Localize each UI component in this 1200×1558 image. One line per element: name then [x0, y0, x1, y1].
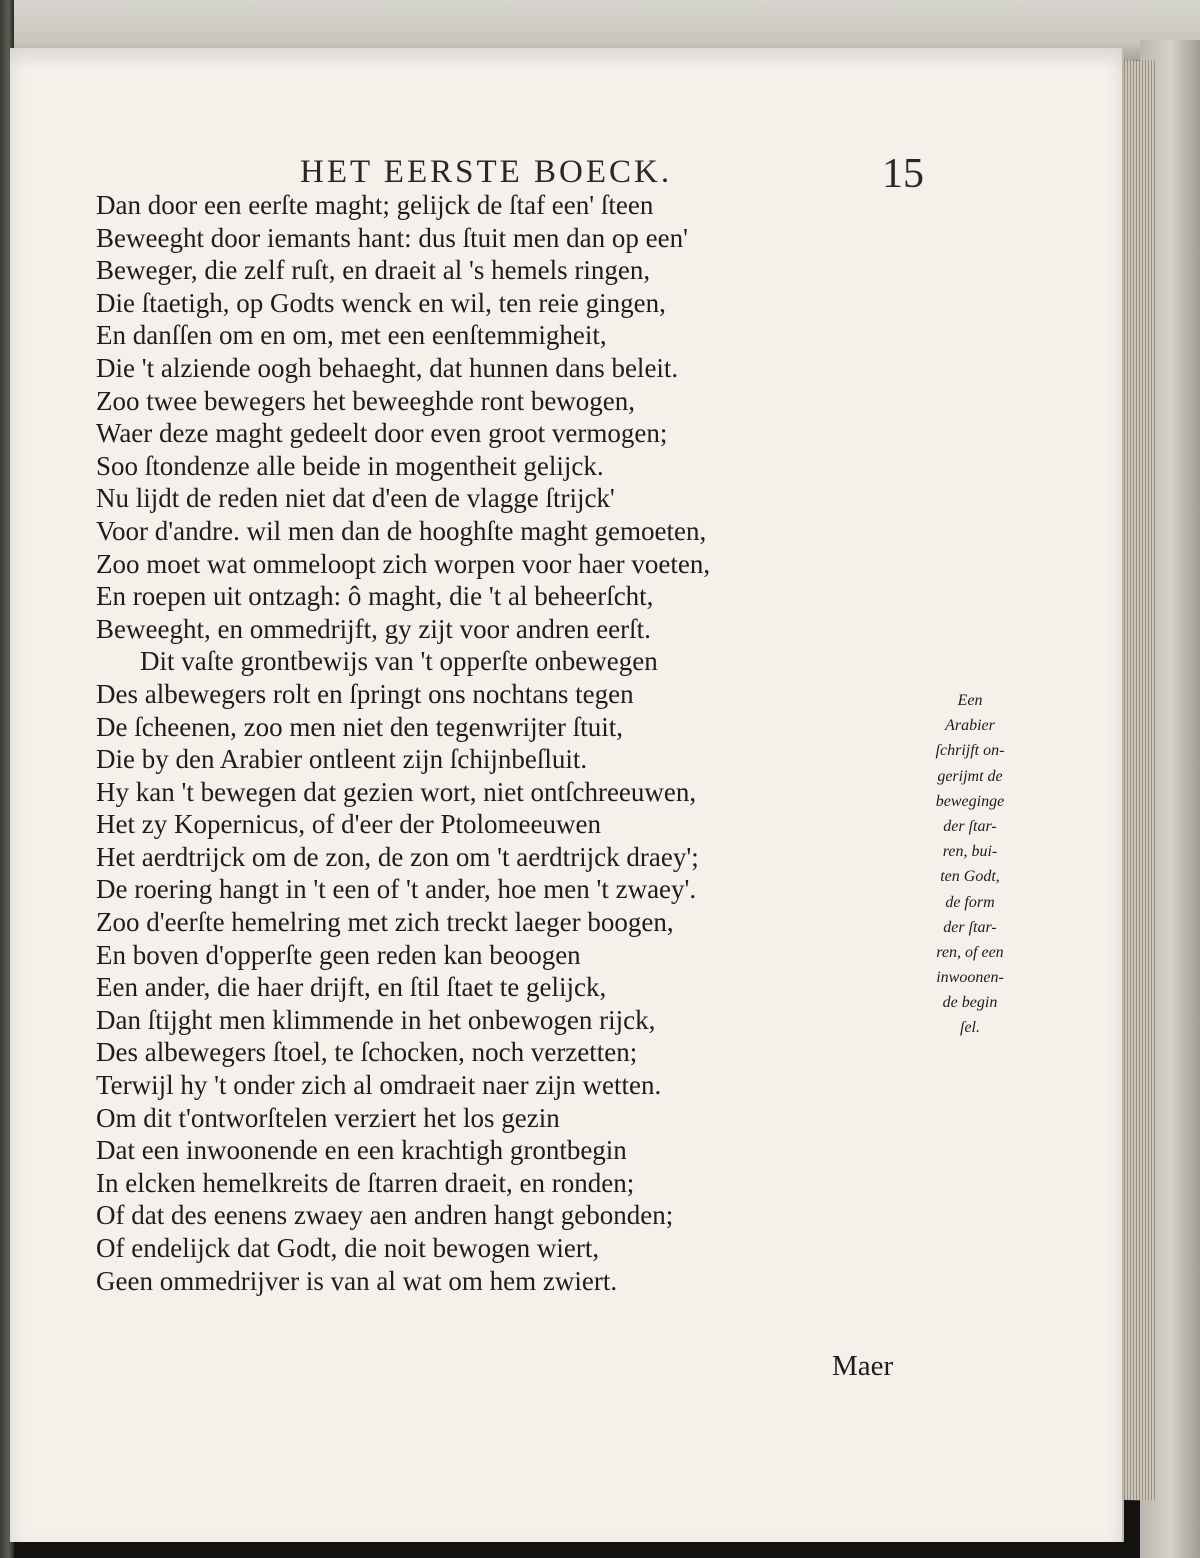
verse-line: Dat een inwoonende en een krachtigh grontbegin [96, 1135, 627, 1166]
verse-line: De roering hangt in 't een of 't ander, hoe men 't zwaey'. [96, 874, 697, 905]
marginal-note-line: ren, of een [936, 943, 1004, 961]
verse-line: Om dit t'ontworſtelen verziert het los gezin [96, 1102, 560, 1133]
verse-line: Of dat des eenens zwaey aen andren hangt gebonden; [96, 1200, 674, 1231]
marginal-note-line: Arabier [945, 717, 995, 735]
verse-line: Dit vaſte grontbewijs van 't opperſte onbewegen [140, 646, 658, 677]
verse-line: Terwijl hy 't onder zich al omdraeit naer zijn wetten. [96, 1070, 662, 1101]
verse-line: De ſcheenen, zoo men niet den tegenwrijter ſtuit, [96, 711, 624, 742]
verse-line: Die ſtaetigh, op Godts wenck en wil, ten reie gingen, [96, 287, 666, 318]
verse-line: Soo ſtondenze alle beide in mogentheit gelijck. [96, 450, 604, 481]
verse-line: Het zy Kopernicus, of d'eer der Ptolomeeuwen [96, 809, 601, 840]
verse-line: Zoo moet wat ommeloopt zich worpen voor haer voeten, [96, 548, 711, 579]
marginal-note-line: Een [957, 692, 983, 709]
page-number: 15 [882, 151, 924, 197]
verse-line: Beweeght door iemants hant: dus ſtuit men dan op een' [96, 222, 688, 253]
marginal-note-line: der ſtar- [943, 918, 997, 936]
verse-line: Des albewegers ſtoel, te ſchocken, noch verzetten; [96, 1037, 638, 1068]
running-head: HET EERSTE BOECK. [300, 154, 673, 190]
marginal-note-line: inwoonen- [936, 969, 1004, 987]
verse-line: Die by den Arabier ontleent zijn ſchijnbeſluit. [96, 744, 588, 775]
verse-line: Of endelijck dat Godt, die noit bewogen wiert, [96, 1233, 600, 1263]
verse-line: Nu lijdt de reden niet dat d'een de vlagge ſtrijck' [96, 483, 615, 514]
verse-line: Zoo twee bewegers het beweeghde ront bewogen, [96, 385, 636, 416]
marginal-note-line: ſchrijft on- [935, 742, 1005, 760]
verse-line: En roepen uit ontzagh: ô maght, die 't al beheerſcht, [96, 581, 654, 612]
verse-line: Zoo d'eerſte hemelring met zich treckt laeger boogen, [96, 907, 674, 938]
marginal-note-line: der ſtar- [943, 817, 997, 835]
verse-text [96, 189, 906, 1297]
verse-line: Des albewegers rolt en ſpringt ons nochtans tegen [96, 678, 634, 709]
verse-line: Een ander, die haer drijft, en ſtil ſtaet te gelijck, [96, 972, 607, 1003]
verse-line: Die 't alziende oogh behaeght, dat hunnen dans beleit. [96, 352, 679, 383]
verse-line: Het aerdtrijck om de zon, de zon om 't aerdtrijck draey'; [96, 841, 699, 872]
verse-line: Hy kan 't bewegen dat gezien wort, niet ontſchreeuwen, [96, 776, 697, 807]
verse-line: Beweeght, en ommedrijft, gy zijt voor andren eerſt. [96, 613, 651, 644]
marginal-note [910, 688, 1030, 1041]
marginal-note-line: ten Godt, [940, 868, 1000, 886]
marginal-note-line: beweginge [935, 792, 1005, 810]
verse-line: Voor d'andre. wil men dan de hooghſte maght gemoeten, [96, 515, 707, 546]
verse-line: Dan door een eerſte maght; gelijck de ſtaf een' ſteen [96, 190, 654, 220]
verse-line: Beweger, die zelf ruſt, en draeit al 's hemels ringen, [96, 255, 651, 286]
catchword: Maer [832, 1350, 894, 1382]
verse-line: Dan ſtijght men klimmende in het onbewogen rijck, [96, 1004, 656, 1035]
marginal-note-line: ſel. [960, 1019, 980, 1037]
marginal-note-line: de begin [942, 994, 998, 1012]
verse-line: En boven d'opperſte geen reden kan beoogen [96, 939, 581, 970]
verse-line: Waer deze maght gedeelt door even groot vermogen; [96, 418, 668, 449]
marginal-note-line: ren, bui- [942, 843, 998, 861]
verse-line: In elcken hemelkreits de ſtarren draeit, en ronden; [96, 1167, 635, 1198]
marginal-note-line: de form [945, 893, 995, 911]
marginal-note-line: gerijmt de [937, 767, 1003, 785]
verse-line: En danſſen om en om, met een eenſtemmigheit, [96, 320, 607, 351]
verse-line: Geen ommedrijver is van al wat om hem zwiert. [96, 1265, 618, 1296]
